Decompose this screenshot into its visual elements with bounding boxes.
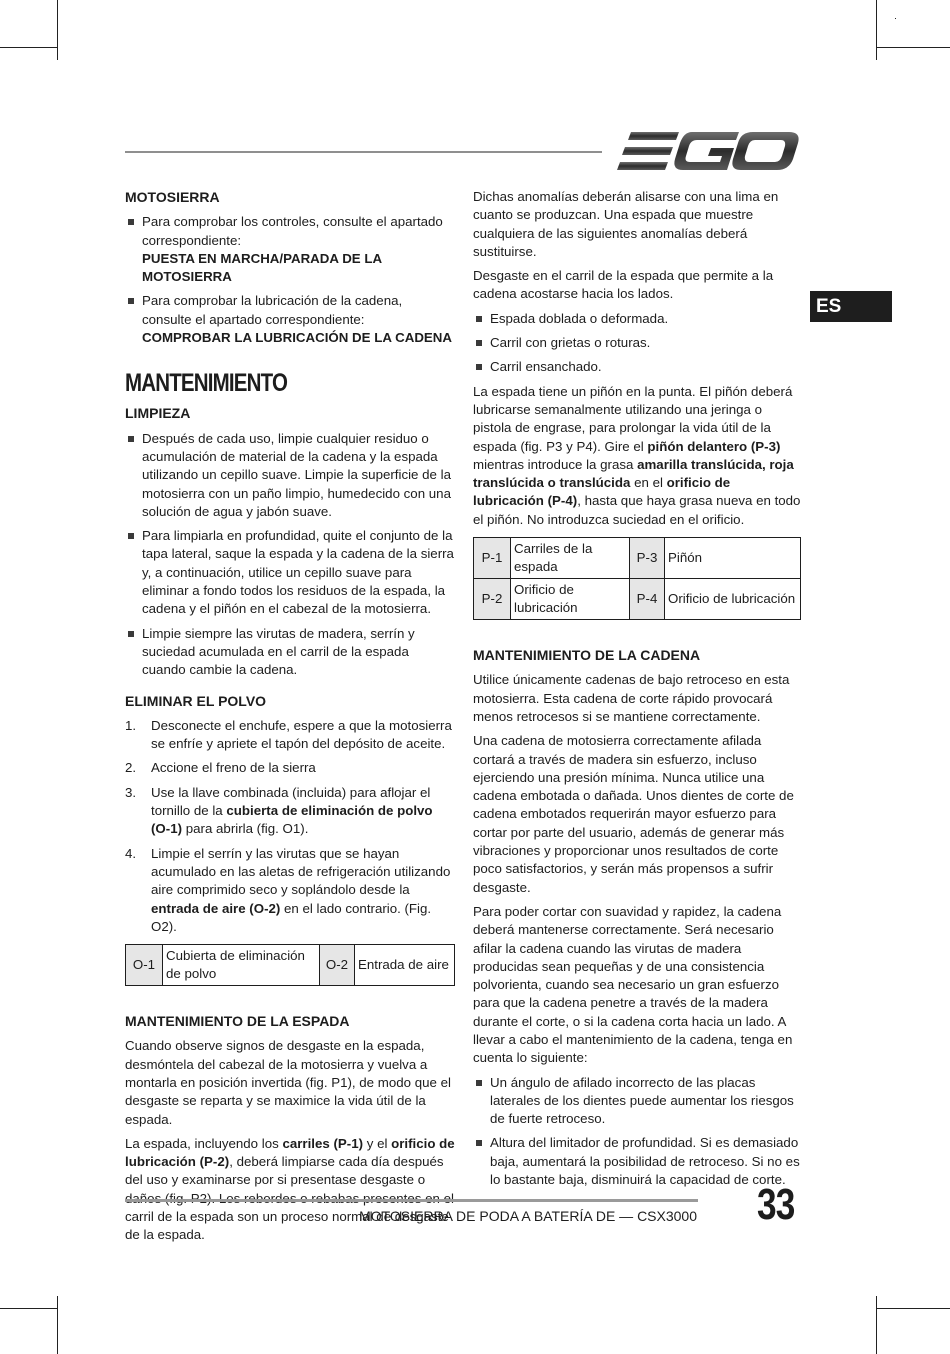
list-item: Altura del limitador de profundidad. Si es demasiado baja, aumentará la posibilidad de retroceso. Si no es lo bastante baja, disminuirá la capacidad de corte. [473,1134,801,1189]
crop-mark [0,1308,58,1309]
table-cell: P-4 [630,579,665,620]
section-heading-motosierra: MOTOSIERRA [125,189,220,205]
bullet-icon [128,631,134,637]
paragraph: Desgaste en el carril de la espada que permite a la cadena acostarse hacia los lados. [473,268,774,302]
step-item: 4. Limpie el serrín y las virutas que se hayan acumulado en las aletas de refrigeración utilizando aire comprimido seco y soplándolo desde la entrada de aire (O-2) en el lado contrario. (Fig. O2). [125,845,451,934]
section-heading-polvo: ELIMINAR EL POLVO [125,692,267,709]
crop-mark [876,47,950,48]
table-cell: Entrada de aire [355,945,455,986]
paragraph: Utilice únicamente cadenas de bajo retroceso en esta motosierra. Esta cadena de corte rápido provocará menos retrocesos si se mantiene correctamente. [473,672,790,724]
table-row [474,538,801,579]
bullet-icon [128,298,134,304]
anomalias-list [473,310,801,377]
bullet-icon [476,340,482,346]
list-item: Carril ensanchado. [473,358,801,376]
table-cell: Orificio de lubricación [665,579,801,620]
table-cell: Cubierta de eliminación de polvo [163,945,320,986]
bullet-icon [476,316,482,322]
language-tab: ES [810,291,892,322]
table-cell: Piñón [665,538,801,579]
list-item: Para comprobar los controles, consulte el apartado correspondiente: PUESTA EN MARCHA/PARADA DE LA MOTOSIERRA [125,213,455,286]
crop-mark [0,47,58,48]
list-item: Para limpiarla en profundidad, quite el conjunto de la tapa lateral, saque la espada y la cadena de la sierra y, a continuación, utilice un cepillo suave para eliminar a fondo todos los residuos de la espada, la cadena y el piñón en el cabezal de la motosierra. [125,527,455,618]
espada-parts-table [473,537,801,620]
table-row [474,579,801,620]
bullet-icon [476,364,482,370]
bullet-icon [476,1080,482,1086]
list-item: Limpie siempre las virutas de madera, serrín y suciedad acumulada en el carril de la espada cuando cambie la cadena. [125,625,455,680]
footer-text: MOTOSIERRA DE PODA A BATERÍA DE — CSX3000 [359,1208,697,1224]
step-item: 2. Accione el freno de la sierra [125,760,316,776]
paragraph: Dichas anomalías deberán alisarse con una lima en cuanto se produzcan. Una espada que muestre cualquiera de las siguientes anomalías deberá sustituirse. [473,189,779,259]
page-number: 33 [757,1180,795,1229]
step-item: 3. Use la llave combinada (incluida) para aflojar el tornillo de la cubierta de eliminación de polvo (O-1) para abrirla (fig. O1). [125,784,433,837]
section-heading-espada: MANTENIMIENTO DE LA ESPADA [125,1013,350,1030]
crop-mark [876,1296,877,1354]
crop-mark [57,0,58,60]
table-cell: O-2 [320,945,355,986]
right-column [473,188,801,1195]
list-item: Para comprobar la lubricación de la cadena, consulte el apartado correspondiente: COMPROBAR LA LUBRICACIÓN DE LA CADENA [125,292,455,347]
bullet-icon [128,219,134,225]
list-item: Un ángulo de afilado incorrecto de las placas laterales de los dientes puede aumentar los riesgos de fuerte retroceso. [473,1074,801,1129]
header-rule [125,151,602,153]
table-cell: Carriles de la espada [511,538,630,579]
motosierra-list [125,213,455,347]
crop-mark [57,1296,58,1354]
section-heading-limpieza: LIMPIEZA [125,405,191,422]
footer-rule [125,1199,698,1202]
table-cell: P-1 [474,538,511,579]
table-row [126,945,455,986]
paragraph: Una cadena de motosierra correctamente afilada cortará a través de madera sin esfuerzo, incluso ejerciendo una presión mínima. Nunca utilice una cadena embotada o dañada. Unos dientes de corte de cadena embotados requerirán mayor esfuerzo para cortar por parte del usuario, además de generar más vibraciones y proporcionar unos resultados de corte poco satisfactorios, y serán más propensos a sufrir desgaste. [473,733,794,895]
limpieza-list [125,430,455,680]
ego-logo [617,129,801,173]
list-item: Carril con grietas o roturas. [473,334,801,352]
polvo-parts-table [125,944,455,986]
table-cell: Orificio de lubricación [511,579,630,620]
paragraph: La espada, incluyendo los carriles (P-1) y el orificio de lubricación (P-2), deberá limpiarse cada día después del uso y examinarse por si presentase desgaste o carril de la espada son un proceso normal de desgaste de la espada. [125,1135,455,1243]
page-title: MANTENIMIENTO [125,369,288,398]
bullet-icon [128,533,134,539]
paragraph: Para poder cortar con suavidad y rapidez, la cadena deberá mantenerse correctamente. Será necesario afilar la cadena cuando las virutas de madera producidas sean pequeñas y de una consistencia polvorienta, cuando sea necesario un gran esfuerzo para que la cadena penetre a través de la madera durante el corte, o si la cadena corta hacia un lado. A llevar a cabo el mantenimiento de la cadena, tenga en cuenta lo siguiente: [473,903,793,1066]
list-item: Espada doblada o deformada. [473,310,801,328]
paragraph: Cuando observe signos de desgaste en la espada, desmóntela del cabezal de la motosierra y vuelva a montarla en posición invertida (fig. P1), de modo que el desgaste se reparta y se maximice la vida útil de la espada. [125,1038,451,1127]
polvo-steps [125,717,455,936]
left-column [125,188,455,1251]
table-cell: O-1 [126,945,163,986]
bullet-icon [476,1140,482,1146]
crop-mark [876,1308,950,1309]
section-heading-cadena: MANTENIMIENTO DE LA CADENA [473,647,701,664]
crop-mark [876,0,877,60]
step-item: 1. Desconecte el enchufe, espere a que la motosierra se enfríe y apriete el tapón del depósito de aceite. [125,717,452,752]
bullet-icon [128,436,134,442]
paragraph: La espada tiene un piñón en la punta. El piñón deberá lubricarse semanalmente utilizando una jeringa o pistola de engrase, para prolongar la vida útil de la espada (fig. P3 y P4). Gire el piñón delantero (P-3) mientras introduce la grasa amarilla translúcida, roja translúcida o translúcida en el orificio de lubricación (P-4), hasta que haya grasa nueva en todo el piñón. No introduzca suciedad en el orificio. [473,383,801,527]
crop-mark [895,18,896,19]
table-cell: P-3 [630,538,665,579]
list-item: Después de cada uso, limpie cualquier residuo o acumulación de material de la cadena y la espada utilizando un cepillo suave. Limpie la superficie de la motosierra con un paño limpio, humedecido con una solución de agua y jabón suave. [125,430,455,521]
table-cell: P-2 [474,579,511,620]
cadena-list [473,1074,801,1190]
